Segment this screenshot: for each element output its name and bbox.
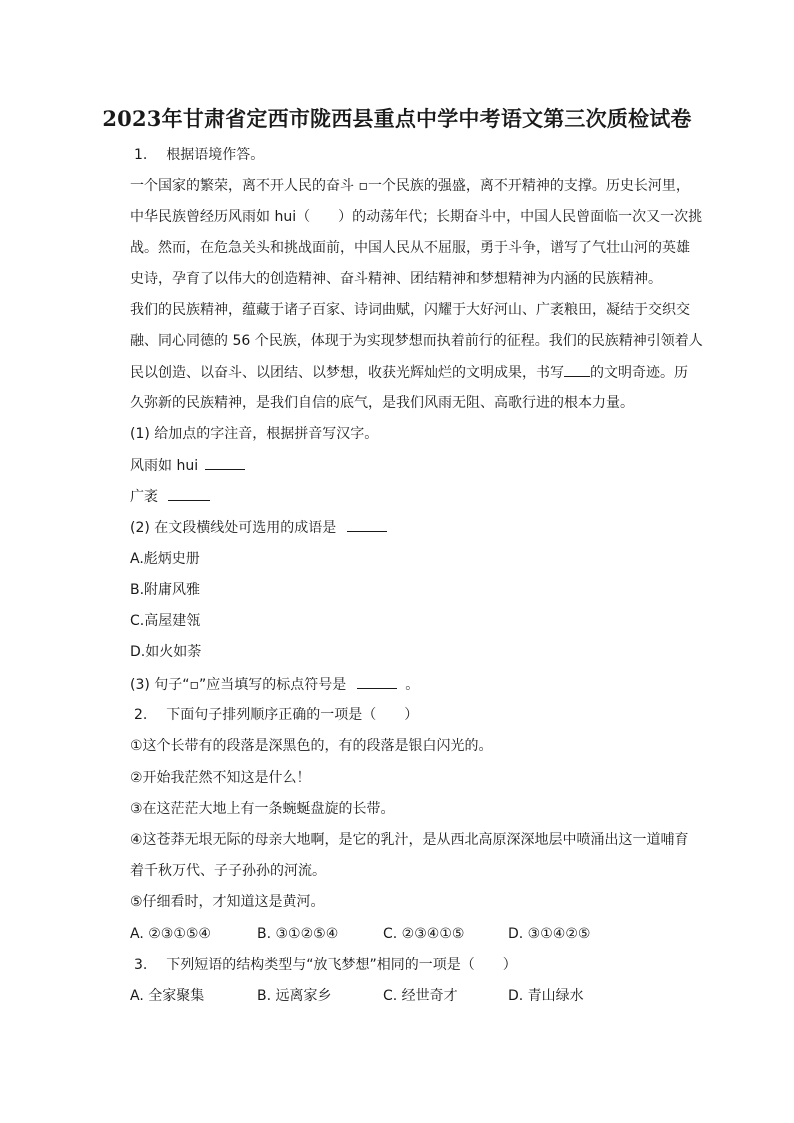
- question-3-stem: 下列短语的结构类型与“放飞梦想”相同的一项是（ ）: [166, 957, 517, 973]
- option-a: A. ②③①⑤④: [130, 926, 211, 942]
- sub-question-1-item-b: 广袤: [130, 486, 210, 507]
- option-b: B.附庸风雅: [130, 582, 201, 598]
- option-a: A. 全家聚集: [130, 988, 205, 1004]
- question-1-header: [134, 145, 264, 165]
- question-1-stem: 根据语境作答。: [166, 147, 265, 163]
- passage-text: 的文明奇迹。历: [590, 365, 688, 381]
- sentence-5: ⑤仔细看时，才知道这是黄河。: [130, 894, 325, 910]
- sentence-3: ③在这茫茫大地上有一条蜿蜒盘旋的长带。: [130, 801, 395, 817]
- option-d: D.如火如荼: [130, 644, 202, 660]
- sentence-4: ④这苍莽无垠无际的母亲大地啊，是它的乳汁，是从西北高原深深地层中喷涌出这一道哺育: [130, 832, 689, 848]
- sub-question-3: (3) 句子“▫”应当填写的标点符号是 。: [130, 674, 419, 695]
- sub-question-1-item-a: 风雨如 hui: [130, 455, 245, 476]
- sentence-4-continued: 着千秋万代、子子孙孙的河流。: [130, 863, 326, 879]
- option-b: B. 远离家乡: [257, 988, 332, 1004]
- sentence-2: ②开始我茫然不知这是什么！: [130, 770, 311, 786]
- option-b: B. ③①②⑤④: [257, 926, 339, 942]
- sentence-1: ①这个长带有的段落是深黑色的，有的段落是银白闪光的。: [130, 738, 493, 754]
- exam-title: 2023年甘肃省定西市陇西县重点中学中考语文第三次质检试卷: [102, 106, 692, 131]
- passage-line: 久弥新的民族精神，是我们自信的底气，是我们风雨无阻、高歌行进的根本力量。: [130, 395, 634, 411]
- option-a: A.彪炳史册: [130, 551, 200, 567]
- passage-line: 战。然而，在危急关头和挑战面前，中国人民从不屈服，勇于斗争，谱写了气壮山河的英雄: [130, 240, 690, 256]
- fill-blank: [564, 362, 590, 377]
- answer-blank: [347, 517, 387, 532]
- option-c: C. ②③④①⑤: [383, 926, 465, 942]
- answer-blank: [357, 674, 397, 689]
- answer-blank: [205, 455, 245, 470]
- passage-line: 一个国家的繁荣，离不开人民的奋斗 ▫一个民族的强盛，离不开精神的支撑。历史长河里，: [130, 178, 690, 194]
- question-3-number: 3.: [134, 957, 148, 973]
- passage-line: 我们的民族精神，蕴藏于诸子百家、诗词曲赋，闪耀于大好河山、广袤粮田，凝结于交织交: [130, 302, 690, 318]
- question-2-number: 2.: [134, 707, 148, 723]
- sub-question-1: (1) 给加点的字注音，根据拼音写汉字。: [130, 426, 379, 442]
- passage-line: 中华民族曾经历风雨如 hui（ ）的动荡年代；长期奋斗中，中国人民曾面临一次又一次挑: [130, 209, 703, 225]
- passage-text: 民以创造、以奋斗、以团结、以梦想，收获光辉灿烂的文明成果，书写: [130, 365, 564, 381]
- question-2-stem: 下面句子排列顺序正确的一项是（ ）: [166, 707, 419, 723]
- passage-line: [130, 362, 688, 383]
- answer-blank: [168, 486, 210, 501]
- question-1-number: 1.: [134, 147, 148, 163]
- sub-question-2: (2) 在文段横线处可选用的成语是: [130, 517, 387, 538]
- passage-line: 史诗，孕育了以伟大的创造精神、奋斗精神、团结精神和梦想精神为内涵的民族精神。: [130, 271, 662, 287]
- option-c: C. 经世奇才: [383, 988, 458, 1004]
- option-c: C.高屋建瓴: [130, 613, 201, 629]
- option-d: D. 青山绿水: [508, 988, 584, 1004]
- question-3-header: [134, 955, 517, 975]
- option-d: D. ③①④②⑤: [508, 926, 591, 942]
- passage-line: 融、同心同德的 56 个民族，体现于为实现梦想而执着前行的征程。我们的民族精神引领着人: [130, 333, 703, 349]
- question-2-header: [134, 705, 418, 725]
